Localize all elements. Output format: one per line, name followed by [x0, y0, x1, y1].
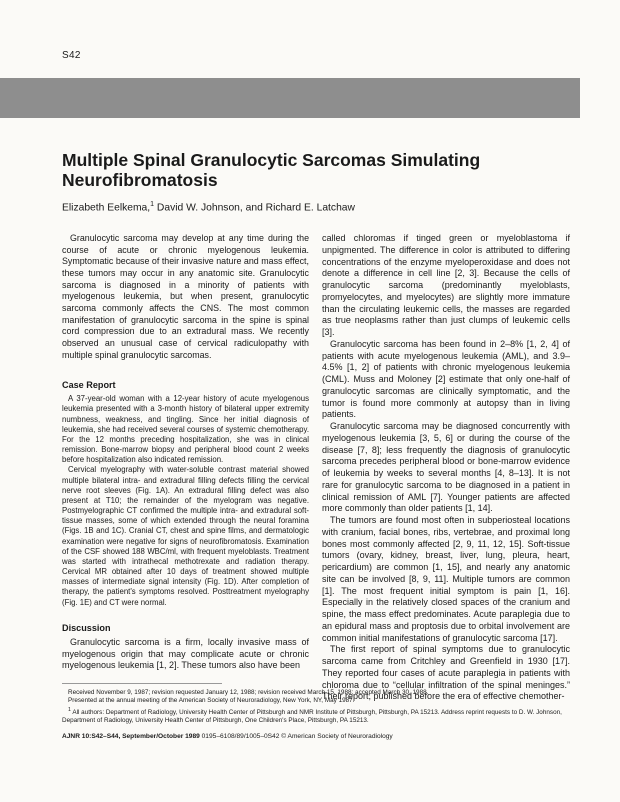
journal-citation: AJNR 10:S42–S44, September/October 1989 — [62, 733, 200, 740]
footnotes — [62, 689, 572, 725]
header-band — [0, 78, 580, 118]
footnote-presented: Presented at the annual meeting of the American Society of Neuroradiology, New York, NY, May 1987. — [68, 697, 355, 705]
case-report-paragraph: Cervical myelography with water-soluble contrast material showed multiple bilateral intra- and extradural filling defects filling the cervical nerve root sleeves (Fig. 1A). An extradural filling defect was also present at T10; the remainder of the myelogram was negative. Postmyelographic CT confirmed the multiple intra- and extradural soft-tissue masses, some of which extended through the neural foramina (Figs. 1B and 1C). Cranial CT, chest and spine films, and dermatologic examination were negative for signs of neurofibromatosis. Examination of the CSF showed 188 WBC/ml, with frequent myeloblasts. Treatment was started with intrathecal methotrexate and radiation therapy. Cervical MR obtained after 10 days of treatment showed multiple masses of intermediate signal intensity (Fig. 1D). After completion of therapy, the patient's symptoms resolved. Posttreatment myelography (Fig. 1E) and CT were normal. — [62, 465, 309, 607]
author-footnote-marker: 1 — [150, 201, 155, 208]
discussion-left — [62, 637, 309, 672]
journal-details: 0195–6108/89/1005–0S42 © American Society of Neuroradiology — [199, 733, 393, 740]
journal-citation-line — [62, 733, 393, 740]
case-report-heading: Case Report — [62, 380, 116, 391]
footnote-affiliation — [62, 706, 572, 726]
right-column — [322, 233, 570, 703]
author-first: Elizabeth Eelkema, — [62, 202, 151, 214]
case-report-paragraph: A 37-year-old woman with a 12-year history of acute myelogenous leukemia presented with a 3-month history of bilateral upper extremity numbness, weakness, and tingling. Since her initial diagnosis of leukemia, she had received several courses of systemic chemotherapy. For the 12 months preceding hospitalization, she was in clinical remission. Bone-marrow biopsy and peripheral blood count 2 weeks before hospitalization also indicated remission. — [62, 394, 309, 465]
page-number: S42 — [62, 50, 81, 61]
discussion-paragraph: Granulocytic sarcoma may be diagnosed concurrently with myelogenous leukemia [3, 5, 6] or during the course of the disease [7, 8]; less frequently the diagnosis of granulocytic sarcoma precedes peripheral blood or bone-marrow evidence of leukemia by weeks to several months [4, 8–13]. It is not rare for granulocytic sarcoma to be diagnosed in a patient in clinical remission of AML [7]. Younger patients are affected more commonly than older patients [1, 14]. — [322, 421, 570, 514]
author-line — [62, 201, 355, 213]
footnote-affiliation-text: All authors: Department of Radiology, University Health Center of Pittsburgh and NMR Institute of Pittsburgh, Pittsburgh, PA 15213. Address reprint requests to D. W. Johnson, Department of Radiology, University Health Center of Pittsburgh, One Children's Place, Pittsburgh, PA 15213. — [62, 708, 562, 724]
footnote-marker: 1 — [68, 706, 71, 713]
footnote-divider — [62, 683, 222, 684]
discussion-paragraph: called chloromas if tinged green or myeloblastoma if unpigmented. The difference in color is attributed to differing concentrations of the enzyme myeloperoxidase and does not denote a difference in cell line [2, 3]. Because the cells of granulocytic sarcoma (predominantly myeloblasts, promyelocytes, and myelocytes) are slightly more immature than the circulating leukemic cells, the masses are regarded as true neoplasms rather than just clumps of leukemic cells [3]. — [322, 233, 570, 337]
footnote-received: Received November 9, 1987; revision requested January 12, 1988; revision received March 15, 1988; accepted March 30, 1988. — [68, 689, 429, 696]
left-column — [62, 233, 309, 672]
discussion-paragraph: Granulocytic sarcoma has been found in 2–8% [1, 2, 4] of patients with acute myelogenous leukemia (AML), and 3.9–4.5% [1, 2] of patients with chronic myelogenous leukemia (CML). Muss and Moloney [2] estimate that only one-half of granulocytic sarcomas are clinically symptomatic, and the tumor is found more commonly at autopsy than in living patients. — [322, 338, 570, 420]
discussion-paragraph: The first report of spinal symptoms due to granulocytic sarcoma came from Critchley and Greenfield in 1930 [17]. They reported four cases of acute paraplegia in patients with chloroma due to “cellular infiltration of the spinal meninges.” Their report, published before the era of effective chemother- — [322, 644, 570, 702]
discussion-heading: Discussion — [62, 622, 111, 633]
abstract-text: Granulocytic sarcoma may develop at any time during the course of acute or chronic myelogenous leukemia. Symptomatic because of their invasive nature and mass effect, these tumors may occur in any anatomic site. Granulocytic sarcoma is diagnosed in a minority of patients with myelogenous leukemia, but when present, granulocytic sarcoma commonly affects the CNS. The most common manifestation of granulocytic sarcoma in the spine is spinal cord compression due to an extradural mass. We recently observed an unusual case of cervical radiculopathy with multiple spinal granulocytic sarcomas. — [62, 233, 309, 360]
case-report — [62, 394, 309, 608]
author-rest: David W. Johnson, and Richard E. Latchaw — [154, 202, 355, 214]
article-title: Multiple Spinal Granulocytic Sarcomas Simulating Neurofibromatosis — [62, 150, 481, 190]
discussion-paragraph: The tumors are found most often in subperiosteal locations with cranium, facial bones, ribs, vertebrae, and proximal long bones most commonly affected [2, 9, 11, 12, 15]. Soft-tissue tumors (ovary, kidney, breast, liver, lung, pleura, heart, pericardium) are common [1, 15], and nearly any anatomic site can be involved [8, 9, 11]. Multiple tumors are common [1]. The most frequent initial symptom is pain [1, 16]. Especially in the relatively closed spaces of the cranium and spine, the mass effect predominates. Acute paraplegia due to an epidural mass and proptosis due to orbital involvement are common initial manifestations of granulocytic sarcoma [17]. — [322, 515, 570, 643]
discussion-paragraph: Granulocytic sarcoma is a firm, locally invasive mass of myelogenous origin that may complicate acute or chronic myelogenous leukemia [1, 2]. These tumors also have been — [62, 636, 309, 671]
abstract — [62, 233, 309, 361]
